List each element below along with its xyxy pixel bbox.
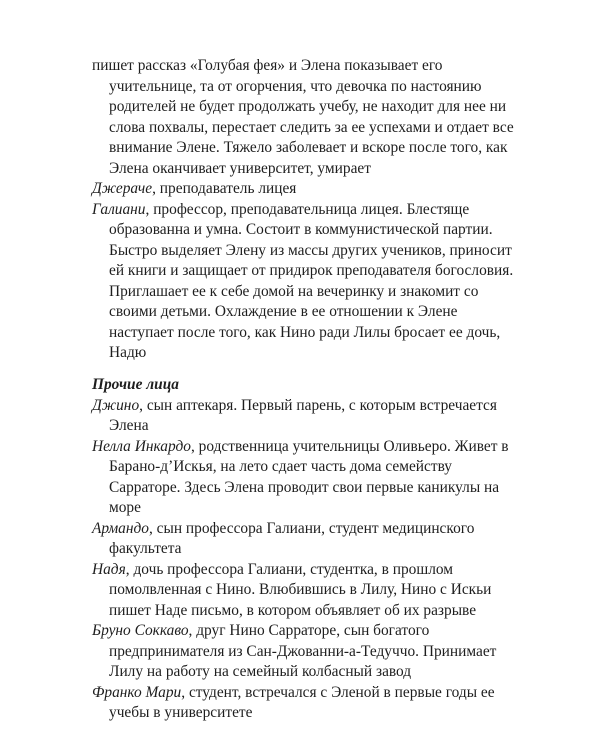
continued-entry-text: пишет рассказ «Голубая фея» и Элена показывает его учительнице, та от огорчения, что девочка по настоянию родителей не будет продолжать учебу, не находит для нее ни слова похвалы, перестает следить за ее успехами и отдает все внимание Элене. Тяжело заболевает и вскоре после того, как Элена оканчивает университет, умирает <box>92 57 514 177</box>
character-list-continued <box>92 56 522 364</box>
continued-entry <box>92 56 522 179</box>
entry-name: Джино <box>92 396 140 414</box>
entry-nella <box>92 437 522 519</box>
entry-description: , родственница учительницы Оливьеро. Живет в Барано-д’Искья, на лето сдает часть дома семейству Сарраторе. Здесь Элена проводит свои первые каникулы на море <box>109 437 509 516</box>
entry-name: Джераче <box>92 180 153 197</box>
entry-galiani <box>92 200 522 364</box>
entry-name: Галиани <box>92 200 146 218</box>
entry-description: , профессор, преподавательница лицея. Блестяще образованна и умна. Состоит в коммунистической партии. Быстро выделяет Элену из массы других учеников, приносит ей книги и защищает от придирок преподавателя богословия. Приглашает ее к себе домой на вечеринку и знакомит со своими детьми. Охлаждение в ее отношении к Элене наступает после того, как Нино ради Лилы бросает ее дочь, Надю <box>109 200 514 361</box>
entry-name: Армандо <box>92 519 149 537</box>
section-heading: Прочие лица <box>92 376 179 393</box>
entry-franco <box>92 683 522 724</box>
entry-name: Бруно Соккаво <box>92 622 189 639</box>
entry-name: Франко Мари <box>92 683 182 701</box>
entry-armando <box>92 519 522 560</box>
entry-name: Надя <box>92 560 126 578</box>
entry-description: , преподаватель лицея <box>152 180 297 197</box>
other-characters-section <box>92 375 522 724</box>
entry-gino <box>92 396 522 437</box>
entry-description: , дочь профессора Галиани, студентка, в прошлом помолвленная с Нино. Влюбившись в Лилу, Нино с Искьи пишет Наде письмо, в котором объявляет об их разрыве <box>109 560 492 619</box>
entry-name: Нелла Инкардо <box>92 437 191 455</box>
entry-gerace <box>92 179 522 200</box>
entry-description: , сын профессора Галиани, студент медицинского факультета <box>109 519 475 557</box>
entry-description: , сын аптекаря. Первый парень, с которым встречается Элена <box>109 396 497 434</box>
entry-bruno <box>92 621 522 683</box>
entry-description: , друг Нино Сарраторе, сын богатого предпринимателя из Сан-Джованни-а-Тедуччо. Принимает Лилу на работу на семейный колбасный завод <box>109 622 497 680</box>
entry-description: , студент, встречался с Эленой в первые годы ее учебы в университете <box>109 683 495 721</box>
entry-nadia <box>92 560 522 622</box>
